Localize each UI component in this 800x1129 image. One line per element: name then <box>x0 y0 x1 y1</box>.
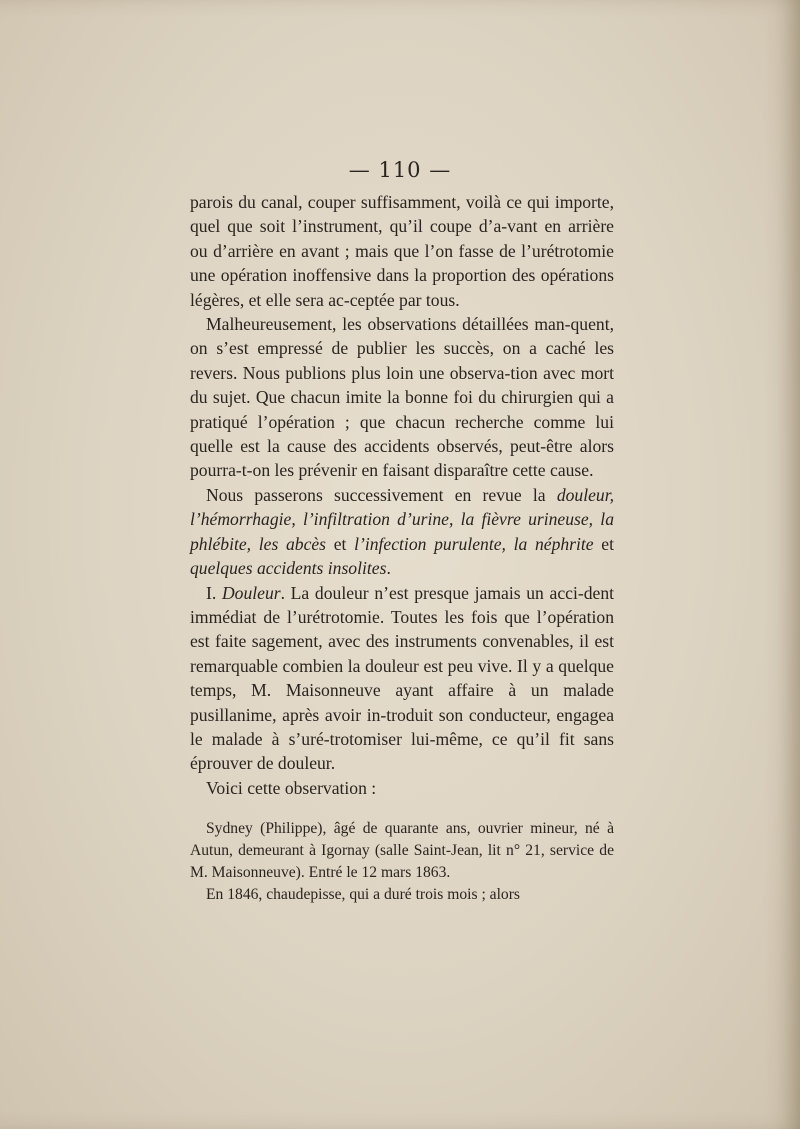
paragraph-3-italic-3: quelques accidents insolites <box>190 558 387 579</box>
paragraph-4-rest: . La douleur n’est presque jamais un acci-dent immédiat de l’urétrotomie. Toutes les fois que l’opération est faite sagement, avec des instruments convenables, il est remarquable combien la douleur est peu vive. Il y a quelque temps, M. Maisonneuve ayant affaire à un malade pusillanime, après avoir in-troduit son conducteur, engagea le malade à s’uré-trotomiser lui-même, ce qu’il fit sans éprouver de douleur. <box>190 582 615 774</box>
paragraph-4-start: I. <box>206 582 222 603</box>
paragraph-2: Malheureusement, les observations détaillées man-quent, on s’est empressé de publier les succès, on a caché les revers. Nous publions plus loin une observa-tion avec mort du sujet. Que chacun imite la bonne foi du chirurgien qui a pratiqué l’opération ; que chacun recherche comme lui quelle est la cause des accidents observés, peut-être alors pourra-t-on les prévenir en faisant disparaître cette cause. <box>190 314 614 481</box>
paragraph-3-start: Nous passerons successivement en revue la <box>206 484 557 505</box>
paragraph-3-et-2: et <box>593 533 614 554</box>
paragraph-3-italic-2: l’infection purulente, la néphrite <box>354 533 594 554</box>
paragraph-1: parois du canal, couper suffisamment, voilà ce qui importe, quel que soit l’instrument, qu’il coupe d’a-vant en arrière ou d’arrière en avant ; mais que l’on fasse de l’urétrotomie une opération inoffensive dans la proportion des opérations légères, et elle sera ac-ceptée par tous. <box>190 192 614 310</box>
paragraph-3 <box>190 483 614 581</box>
paragraph-3-end: . <box>386 558 391 579</box>
paragraph-4-italic: Douleur <box>221 582 281 603</box>
paragraph-5: Voici cette observation : <box>206 777 377 798</box>
observation-paragraph-2: En 1846, chaudepisse, qui a duré trois mois ; alors <box>206 886 520 904</box>
paragraph-3-et-1: et <box>326 533 355 554</box>
paragraph-3-italic-1: douleur, l’hémorrhagie, l’infiltration d’urine, la fièvre urineuse, la phlébite, les abcès <box>190 484 614 554</box>
paragraph-4 <box>190 581 614 776</box>
observation-paragraph-1: Sydney (Philippe), âgé de quarante ans, ouvrier mineur, né à Autun, demeurant à Igornay (salle Saint-Jean, lit n° 21, service de M. Maisonneuve). Entré le 12 mars 1863. <box>190 820 614 882</box>
page-body <box>190 190 614 906</box>
page-number: — 110 — <box>348 158 452 182</box>
